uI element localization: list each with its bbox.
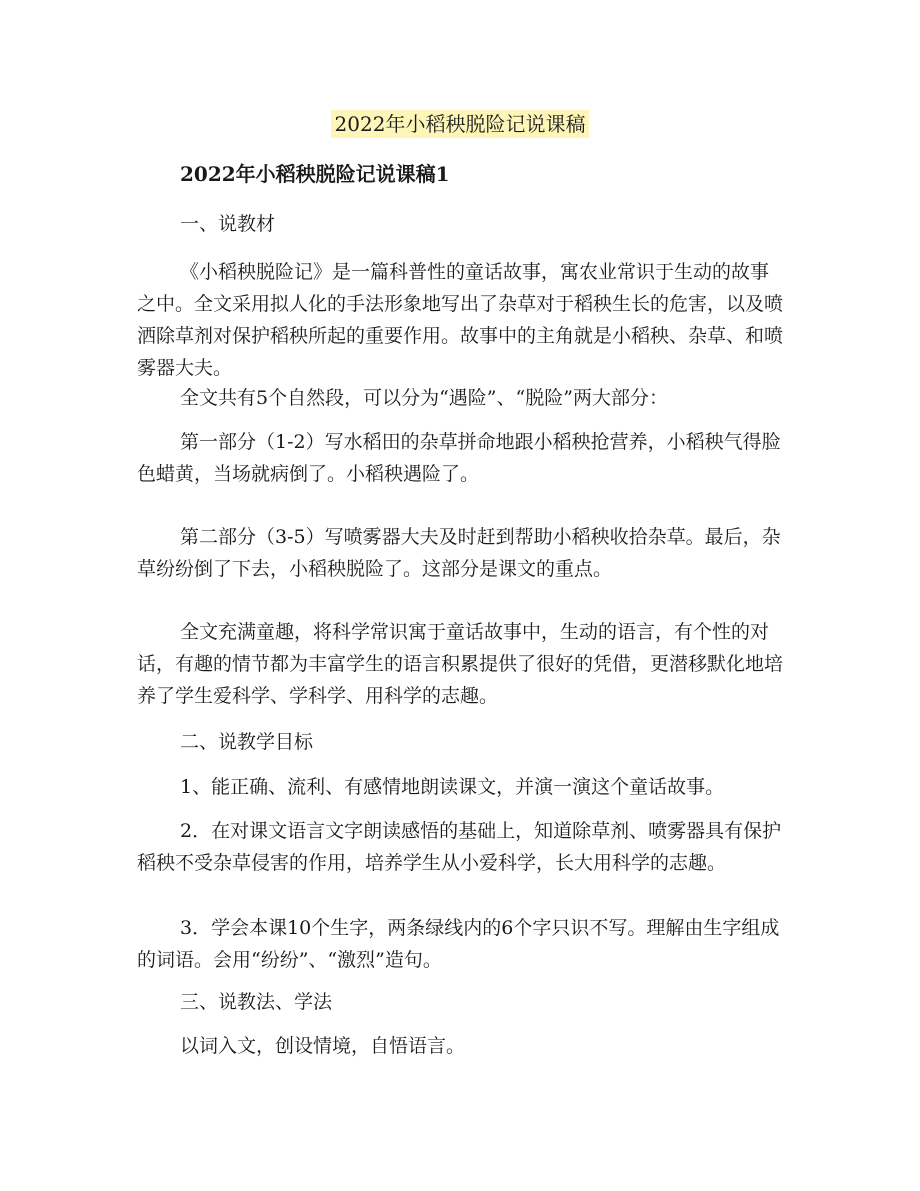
paragraph-intro: 《小稻秧脱险记》是一篇科普性的童话故事，寓农业常识于生动的故事之中。全文采用拟人化的手法形象地写出了杂草对于稻秧生长的危害，以及喷洒除草剂对保护稻秧所起的重要作用。故事中的主角就是小稻秧、杂草、和喷雾器大夫。 (137, 261, 784, 379)
paragraph-goal-1: 1、能正确、流利、有感情地朗读课文，并演一演这个童话故事。 (180, 776, 725, 798)
paragraph-part-two: 第二部分（3-5）写喷雾器大夫及时赶到帮助小稻秧收拾杂草。最后，杂草纷纷倒了下去，小稻秧脱险了。这部分是课文的重点。 (137, 526, 781, 580)
document-title (0, 110, 920, 138)
paragraph-methods: 以词入文，创设情境，自悟语言。 (180, 1035, 466, 1057)
section-title: 2022年小稻秧脱险记说课稿1 (180, 162, 450, 186)
heading-teaching-methods: 三、说教法、学法 (180, 991, 333, 1013)
paragraph-goal-3: 3．学会本课10个生字，两条绿线内的6个字只识不写。理解由生字组成的词语。会用“纷纷”、“激烈”造句。 (137, 917, 780, 971)
paragraph-structure: 全文共有5个自然段，可以分为“遇险”、“脱险”两大部分： (180, 387, 668, 409)
paragraph-part-one: 第一部分（1-2）写水稻田的杂草拼命地跟小稻秧抢营养，小稻秧气得脸色蜡黄，当场就病倒了。小稻秧遇险了。 (137, 431, 781, 485)
paragraph-summary: 全文充满童趣，将科学常识寓于童话故事中，生动的语言，有个性的对话，有趣的情节都为丰富学生的语言积累提供了很好的凭借，更潜移默化地培养了学生爱科学、学科学、用科学的志趣。 (137, 621, 784, 707)
heading-teaching-material: 一、说教材 (180, 213, 276, 235)
document-title-text: 2022年小稻秧脱险记说课稿 (331, 110, 590, 138)
paragraph-goal-2: 2．在对课文语言文字朗读感悟的基础上，知道除草剂、喷雾器具有保护稻秧不受杂草侵害的作用，培养学生从小爱科学，长大用科学的志趣。 (137, 820, 782, 874)
heading-teaching-goals: 二、说教学目标 (180, 731, 314, 753)
